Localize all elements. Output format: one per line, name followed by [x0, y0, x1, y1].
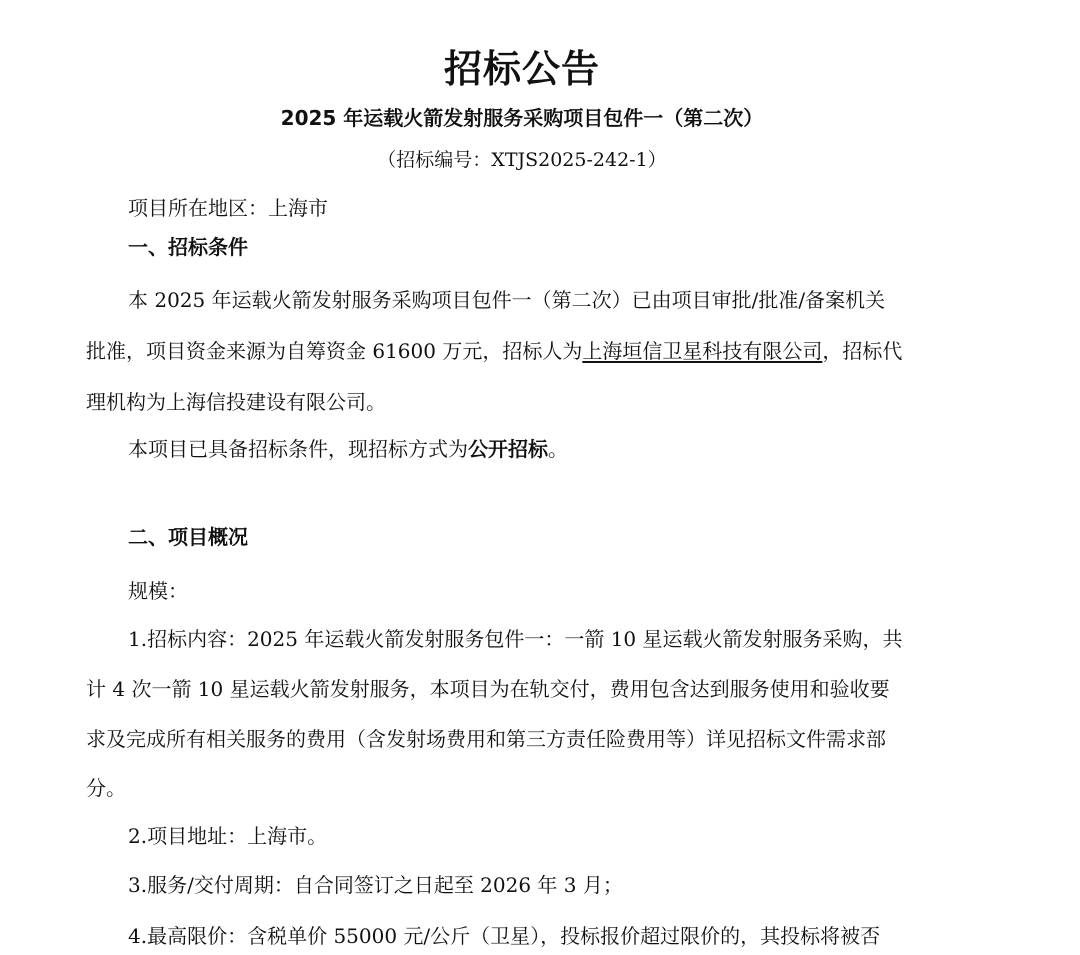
list-item-line: 计 4 次一箭 10 星运载火箭发射服务，本项目为在轨交付，费用包含达到服务使用和验收要	[86, 677, 890, 701]
list-item-line: 求及完成所有相关服务的费用（含发射场费用和第三方责任险费用等）详见招标文件需求部	[86, 727, 886, 751]
section-heading-bid-conditions: 一、招标条件	[128, 235, 248, 259]
list-item-line: 1.招标内容：2025 年运载火箭发射服务包件一：一箭 10 星运载火箭发射服务采购，共	[128, 627, 903, 651]
list-item-line: 4.最高限价：含税单价 55000 元/公斤（卫星），投标报价超过限价的，其投标将被否	[128, 924, 881, 948]
scale-label: 规模：	[128, 579, 188, 603]
tenderer-name: 上海垣信卫星科技有限公司	[582, 339, 823, 363]
paragraph-text: 本项目已具备招标条件，现招标方式为	[128, 437, 468, 461]
project-location: 项目所在地区：上海市	[128, 196, 328, 220]
document-subtitle: 2025 年运载火箭发射服务采购项目包件一（第二次）	[280, 106, 764, 130]
paragraph-text: ，招标代	[822, 339, 903, 363]
document-title: 招标公告	[443, 47, 600, 91]
bid-method: 公开招标	[468, 437, 548, 461]
list-item-line: 分。	[86, 776, 126, 800]
list-item-line: 2.项目地址：上海市。	[128, 824, 328, 848]
section-heading-project-overview: 二、项目概况	[128, 525, 248, 549]
bid-number: （招标编号：XTJS2025-242-1）	[377, 149, 667, 171]
paragraph-line	[128, 434, 568, 464]
list-item-line: 3.服务/交付周期：自合同签订之日起至 2026 年 3 月；	[128, 873, 623, 897]
paragraph-text: 批准，项目资金来源为自筹资金 61600 万元，招标人为	[86, 339, 583, 363]
paragraph-line	[86, 336, 902, 366]
paragraph-text: 。	[548, 437, 568, 461]
paragraph-line: 理机构为上海信投建设有限公司。	[86, 390, 386, 414]
paragraph-line: 本 2025 年运载火箭发射服务采购项目包件一（第二次）已由项目审批/批准/备案机关	[128, 288, 886, 312]
